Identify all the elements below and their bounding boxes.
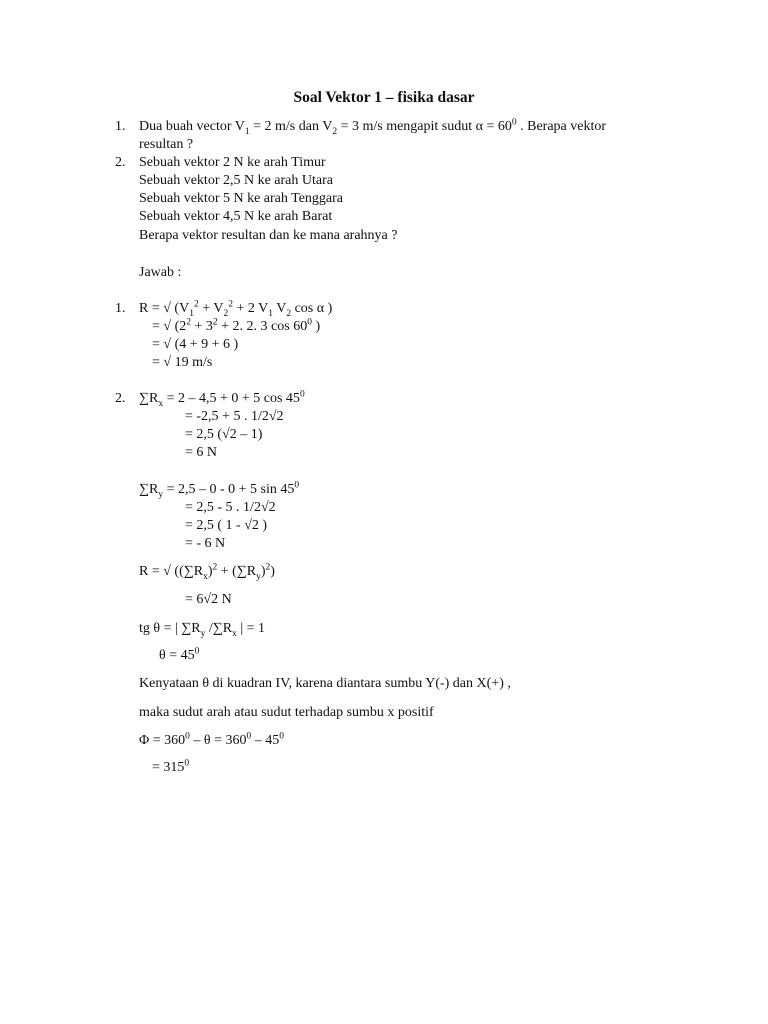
answer-2-number: 2. [115, 391, 126, 406]
answer-2-rx-line-4: = 6 N [185, 445, 218, 460]
answer-1-line-4: = √ 19 m/s [152, 355, 213, 370]
phi-line-2: = $315^0$ [152, 758, 190, 775]
question-2-line: Sebuah vektor 2 N ke arah Timur [139, 155, 326, 170]
answer-2-rx-line-2: = -2,5 + 5 . 1/2√2 [185, 409, 284, 424]
answer-1-line-1: R = √ ($V_1^2 + V_2^2 + 2$ $V_1$ $V_2$ cos α ) [139, 299, 333, 319]
question-2-line: Sebuah vektor 4,5 N ke arah Barat [139, 209, 333, 224]
question-2-number: 2. [115, 155, 126, 170]
question-2-line: Sebuah vektor 5 N ke arah Tenggara [139, 191, 344, 206]
answer-2-rx-line-3: = 2,5 (√2 – 1) [185, 427, 263, 442]
phi-line-1: $\Phi = 360^0 - \theta = 360^0 - 45^0$ [139, 731, 284, 748]
answer-2-ry-line-1: $\sum R_y = 2,5 - 0 - 0 + 5$ $\sin 45^0$ [139, 480, 300, 500]
statement-line-1: Kenyataan θ di kuadran IV, karena diantara sumbu Y(-) dan X(+) , [139, 676, 511, 691]
question-2-line: Berapa vektor resultan dan ke mana arahnya ? [139, 228, 398, 243]
answer-2-rx-line-1: $\sum R_x = 2 - 4,5 + 0 + 5$ $\cos 45^0$ [139, 389, 305, 409]
question-1-line-2: resultan ? [139, 137, 194, 152]
answer-1-number: 1. [115, 301, 126, 316]
statement-line-2: maka sudut arah atau sudut terhadap sumbu x positif [139, 705, 434, 720]
resultant-line-2: = 6√2 N [185, 592, 232, 607]
answer-label: Jawab : [139, 265, 182, 280]
tangent-line: tg θ = | $\sum R_y$ $/\sum R_x$ | = 1 [139, 621, 266, 639]
answer-1-line-3: = √ (4 + 9 + 6 ) [152, 337, 239, 352]
resultant-line-1: R = √ $((\sum R_x)^2 + (\sum R_y)^2)$ [139, 562, 275, 582]
question-1-number: 1. [115, 119, 126, 134]
answer-2-ry-line-3: = 2,5 ( 1 - √2 ) [185, 518, 268, 533]
answer-1-line-2: = √ ($2^2 + 3^2 + 2$. 2. 3 $\cos 60^0$ ) [152, 317, 321, 334]
question-1-line-1: Dua buah vector $V_1 = 2$ m/s dan $V_2 = 3$ m/s mengapit sudut $\alpha = 60^0$ . Berapa vektor [139, 117, 607, 137]
page-title: Soal Vektor 1 – fisika dasar [293, 89, 475, 106]
answer-2-ry-line-2: = 2,5 - 5 . 1/2√2 [185, 500, 276, 515]
question-2-line: Sebuah vektor 2,5 N ke arah Utara [139, 173, 333, 188]
answer-2-ry-line-4: = - 6 N [185, 536, 226, 551]
theta-line: $\theta = 45^0$ [159, 646, 200, 663]
